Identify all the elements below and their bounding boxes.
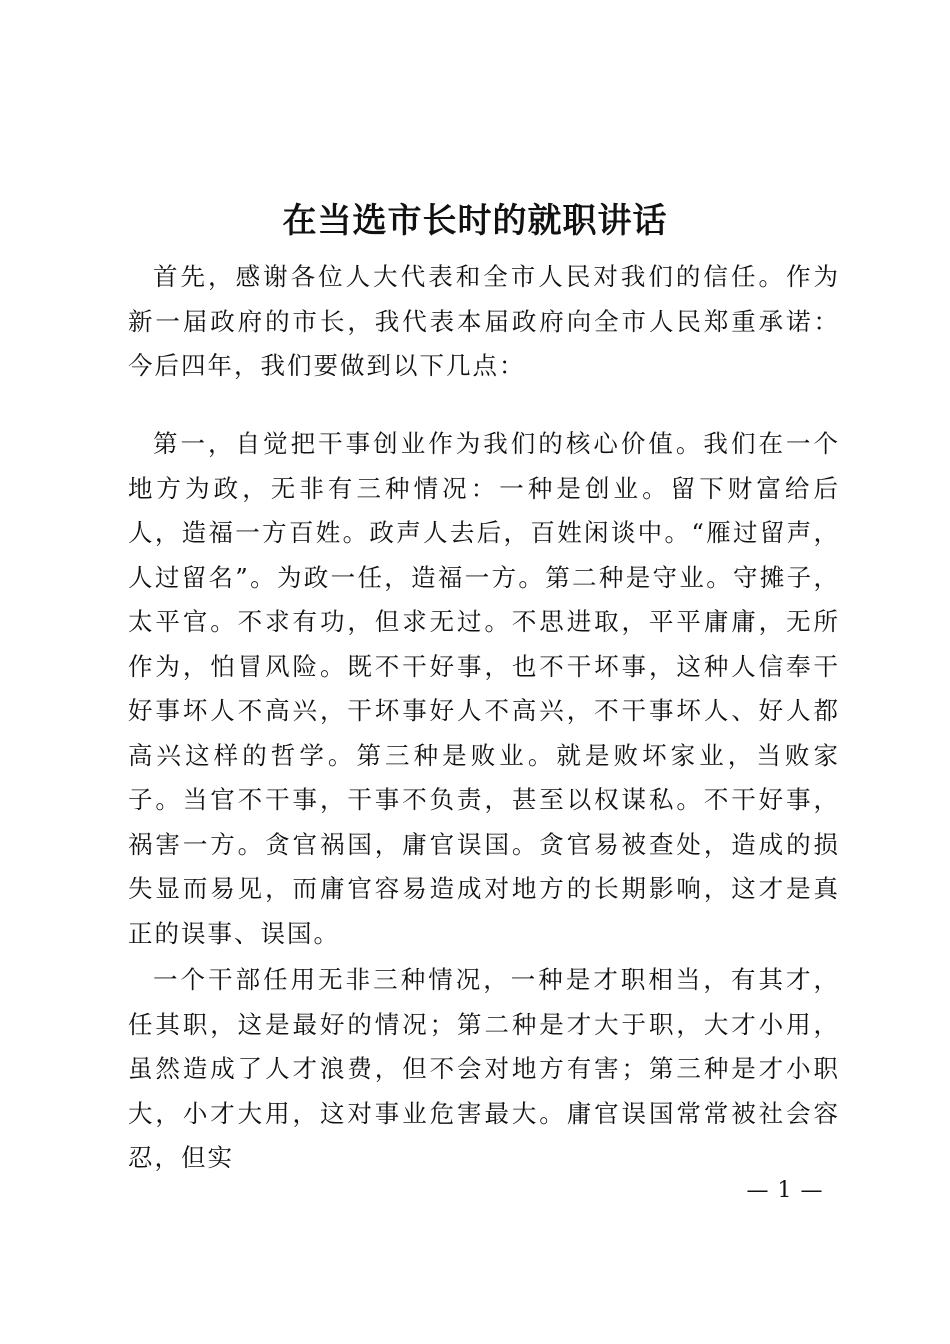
paragraph-cadre-appointment bbox=[128, 958, 840, 1181]
paragraph-text: 首先，感谢各位人大代表和全市人民对我们的信任。作为新一届政府的市长，我代表本届政府向全市人民郑重承诺：今后四年，我们要做到以下几点： bbox=[128, 262, 840, 380]
page-number: — 1 — bbox=[746, 1178, 824, 1203]
paragraph-intro bbox=[128, 255, 840, 389]
page-title: 在当选市长时的就职讲话 bbox=[282, 200, 668, 241]
paragraph-text: 第一，自觉把干事创业作为我们的核心价值。我们在一个地方为政，无非有三种情况：一种是创业。留下财富给后人，造福一方百姓。政声人去后，百姓闲谈中。“雁过留声，人过留名”。为政一任，造福一方。第二种是守业。守摊子，太平官。不求有功，但求无过。不思进取，平平庸庸，无所作为，怕冒风险。既不干好事，也不干坏事，这种人信奉干好事坏人不高兴，干坏事好人不高兴，不干事坏人、好人都高兴这样的哲学。第三种是败业。就是败坏家业，当败家子。当官不干事，干事不负责，甚至以权谋私。不干好事，祸害一方。贪官祸国，庸官误国。贪官易被查处，造成的损失显而易见，而庸官容易造成对地方的长期影响，这才是真正的误事、误国。 bbox=[128, 429, 840, 948]
paragraph-text: 一个干部任用无非三种情况，一种是才职相当，有其才，任其职，这是最好的情况；第二种是才大于职，大才小用，虽然造成了人才浪费，但不会对地方有害；第三种是才小职大，小才大用，这对事业危害最大。庸官误国常常被社会容忍，但实 bbox=[128, 965, 840, 1172]
paragraph-first-point bbox=[128, 422, 840, 956]
